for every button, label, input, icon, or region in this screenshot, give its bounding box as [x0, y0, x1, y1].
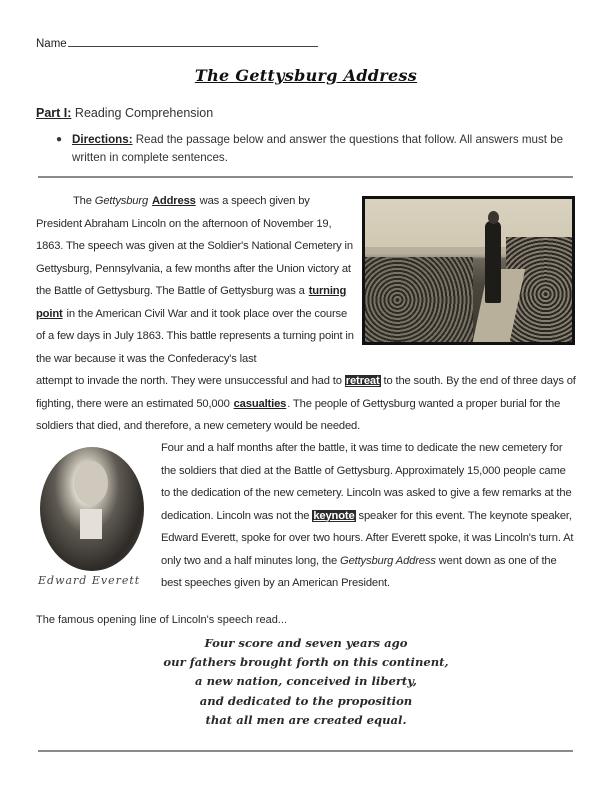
everett-signature: Edward Everett — [38, 574, 141, 587]
name-field[interactable] — [36, 36, 318, 50]
lincoln-speech-image — [362, 196, 575, 345]
directions-text: Read the passage below and answer the questions that follow. All answers must be written in complete sentences. — [72, 133, 564, 164]
divider-bottom — [38, 750, 573, 752]
speech-quote — [0, 634, 612, 730]
quote-line: and dedicated to the proposition — [199, 693, 413, 708]
italic-title: Gettysburg Address — [340, 554, 436, 567]
vocab-word-casualties: casualties — [233, 397, 287, 410]
quote-line: a new nation, conceived in liberty, — [195, 674, 417, 689]
vocab-word-address: Address — [152, 195, 196, 207]
vocab-word-turning-point: turning point — [36, 285, 347, 320]
edward-everett-portrait — [40, 447, 144, 571]
divider-top — [38, 176, 573, 178]
vocab-word-retreat: retreat — [345, 375, 380, 387]
opening-line-intro: The famous opening line of Lincoln's speech read... — [36, 614, 287, 626]
italic-title: Gettysburg — [94, 195, 149, 207]
directions — [56, 131, 566, 167]
directions-text-block — [56, 131, 566, 167]
passage-paragraph-1: The Gettysburg Address was a speech given by President Abraham Lincoln on the afternoon of November 19, 1863. The speech was given at the Soldier's National Cemetery in Gettysburg, Pennsylvania, a few months after the Union victory at the Battle of Gettysburg. The Battle of Gettysburg was a turning point in the American Civil War and it took place over the course of a few days in July 1863. This battle represents a turning point in the war because it was the Confederacy's last — [36, 195, 354, 365]
part-heading — [36, 106, 213, 120]
quote-line: our fathers brought forth on this continent, — [163, 655, 449, 670]
passage-paragraph-2: Four and a half months after the battle, it was time to dedicate the new cemetery for the soldiers that died at the Battle of Gettysburg. Approximately 15,000 people came to the dedication of the new cemetery. Lincoln was asked to give a few remarks at the dedication. Lincoln was not the keynote speaker for this event. The keynote speaker, Edward Everett, spoke for over two hours. After Everett spoke, it was Lincoln's turn. At only two and a half minutes long, the Gettysburg Address went down as one of the best speeches given by an American President. — [161, 442, 574, 589]
directions-label: Directions: — [72, 133, 133, 146]
part-label: Part I: — [36, 106, 72, 120]
passage-paragraph-1-continued: attempt to invade the north. They were unsuccessful and had to retreat to the south. By the end of three days of fighting, there were an estimated 50,000 casualties. The people of Gettysburg wanted a proper burial for the soldiers that died, and therefore, a new cemetery would be needed. — [36, 375, 576, 432]
name-blank-line[interactable] — [68, 36, 318, 47]
page-title: The Gettysburg Address — [194, 66, 418, 85]
name-label: Name — [36, 38, 67, 50]
quote-line: Four score and seven years ago — [204, 636, 408, 650]
part-text: Reading Comprehension — [74, 106, 214, 120]
quote-line: that all men are created equal. — [205, 712, 407, 727]
bullet-icon: ● — [56, 134, 63, 145]
vocab-word-keynote: keynote — [313, 509, 355, 522]
